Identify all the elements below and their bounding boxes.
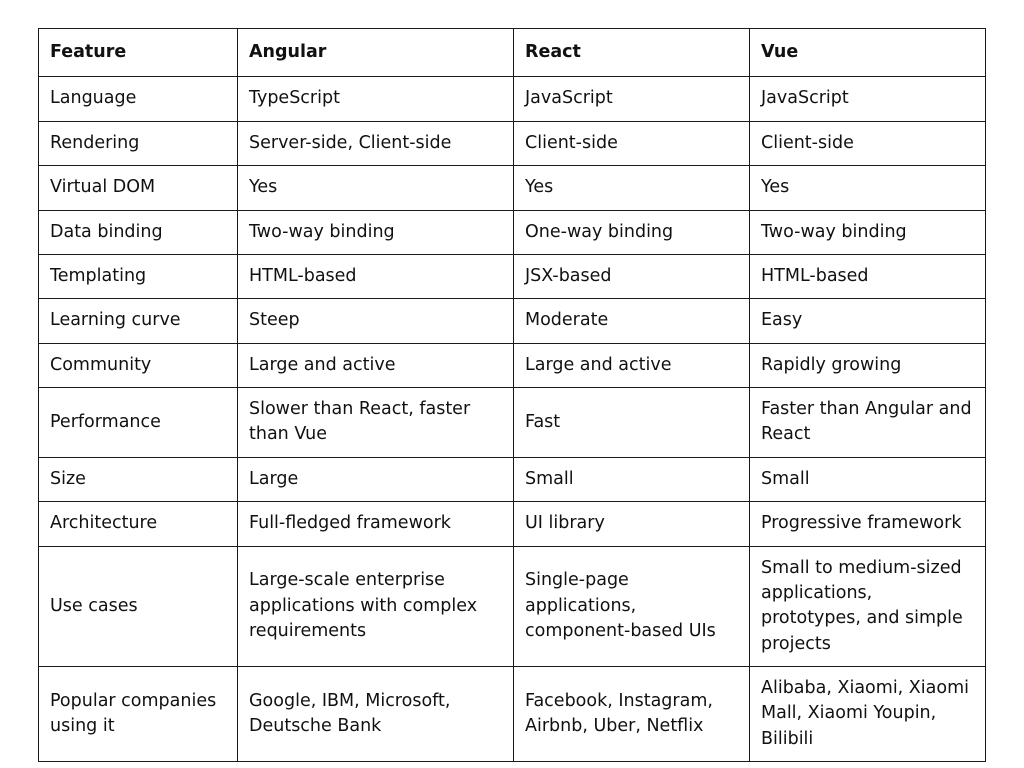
table-header (39, 29, 986, 77)
cell-vue: Easy (750, 299, 986, 343)
row-label: Virtual DOM (39, 166, 238, 210)
cell-vue: Progressive framework (750, 502, 986, 546)
cell-react: UI library (514, 502, 750, 546)
cell-vue: JavaScript (750, 77, 986, 121)
table-row (39, 121, 986, 165)
row-label: Language (39, 77, 238, 121)
row-label: Popular companies using it (39, 667, 238, 762)
cell-react: Small (514, 457, 750, 501)
table-row (39, 502, 986, 546)
cell-vue: Small to medium-sized applications, prototypes, and simple projects (750, 546, 986, 667)
cell-react: Moderate (514, 299, 750, 343)
table-row (39, 254, 986, 298)
cell-angular: Steep (238, 299, 514, 343)
table-row (39, 299, 986, 343)
cell-angular: Two-way binding (238, 210, 514, 254)
cell-angular: TypeScript (238, 77, 514, 121)
table-row (39, 457, 986, 501)
table-row (39, 343, 986, 387)
row-label: Data binding (39, 210, 238, 254)
row-label: Rendering (39, 121, 238, 165)
column-header-vue: Vue (750, 29, 986, 77)
framework-comparison-table (38, 28, 986, 762)
cell-vue: Alibaba, Xiaomi, Xiaomi Mall, Xiaomi Youpin, Bilibili (750, 667, 986, 762)
cell-angular: Slower than React, faster than Vue (238, 388, 514, 458)
cell-angular: Large-scale enterprise applications with complex requirements (238, 546, 514, 667)
row-label: Learning curve (39, 299, 238, 343)
cell-vue: Client-side (750, 121, 986, 165)
table-row (39, 77, 986, 121)
cell-react: One-way binding (514, 210, 750, 254)
cell-angular: Google, IBM, Microsoft, Deutsche Bank (238, 667, 514, 762)
cell-vue: Yes (750, 166, 986, 210)
table-row (39, 546, 986, 667)
cell-react: Yes (514, 166, 750, 210)
cell-vue: Small (750, 457, 986, 501)
row-label: Size (39, 457, 238, 501)
table-row (39, 667, 986, 762)
cell-react: JavaScript (514, 77, 750, 121)
table-body (39, 77, 986, 762)
cell-react: Facebook, Instagram, Airbnb, Uber, Netflix (514, 667, 750, 762)
row-label: Templating (39, 254, 238, 298)
cell-react: JSX-based (514, 254, 750, 298)
cell-react: Client-side (514, 121, 750, 165)
cell-angular: Large and active (238, 343, 514, 387)
cell-react: Fast (514, 388, 750, 458)
cell-vue: Rapidly growing (750, 343, 986, 387)
cell-angular: Server-side, Client-side (238, 121, 514, 165)
table-row (39, 210, 986, 254)
cell-angular: Full-fledged framework (238, 502, 514, 546)
column-header-angular: Angular (238, 29, 514, 77)
row-label: Architecture (39, 502, 238, 546)
cell-vue: HTML-based (750, 254, 986, 298)
cell-vue: Two-way binding (750, 210, 986, 254)
table-row (39, 388, 986, 458)
cell-angular: Large (238, 457, 514, 501)
cell-vue: Faster than Angular and React (750, 388, 986, 458)
cell-angular: Yes (238, 166, 514, 210)
column-header-feature: Feature (39, 29, 238, 77)
cell-react: Large and active (514, 343, 750, 387)
table-header-row (39, 29, 986, 77)
column-header-react: React (514, 29, 750, 77)
row-label: Use cases (39, 546, 238, 667)
row-label: Performance (39, 388, 238, 458)
cell-angular: HTML-based (238, 254, 514, 298)
table-row (39, 166, 986, 210)
cell-react: Single-page applications, component-based UIs (514, 546, 750, 667)
row-label: Community (39, 343, 238, 387)
